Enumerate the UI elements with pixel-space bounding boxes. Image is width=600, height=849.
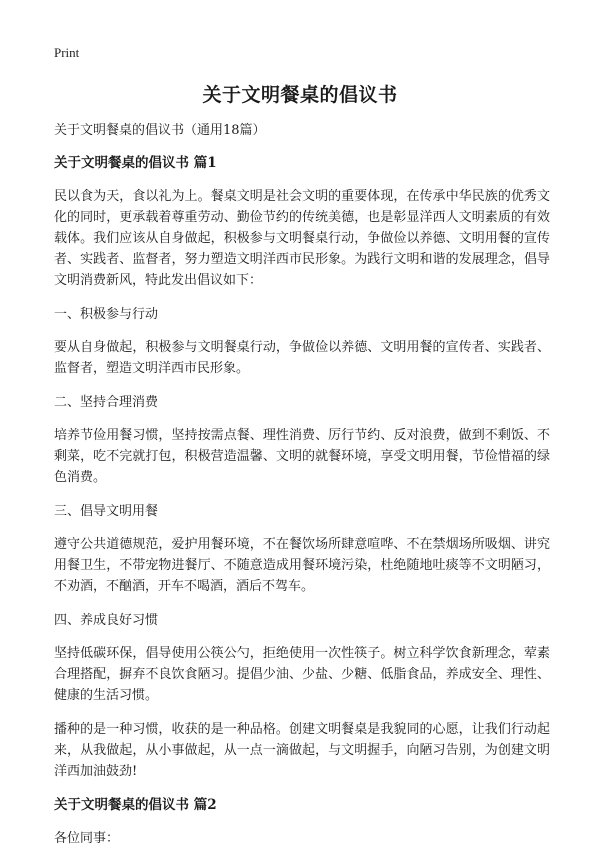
paragraph-dining: 遵守公共道德规范，爱护用餐环境，不在餐饮场所肆意喧哗、不在禁烟场所吸烟、讲究用餐卫生，不带宠物进餐厅、不随意造成用餐环境污染，杜绝随地吐痰等不文明陋习，不劝酒，不酗酒，开车不喝酒，酒后不驾车。	[54, 537, 550, 594]
closing-paragraph: 播种的是一种习惯，收获的是一种品格。创建文明餐桌是我貌同的心愿，让我们行动起来，从我做起，从小事做起，从一点一滴做起，与文明握手，向陋习告别，为创建文明洋西加油鼓劲!	[54, 722, 550, 779]
intro-paragraph: 民以食为天，食以礼为上。餐桌文明是社会文明的重要体现，在传承中华民族的优秀文化的同时，更承载着尊重劳动、勤俭节约的传统美德，也是彰显洋西人文明素质的有效载体。我们应该从自身做起，积极参与文明餐桌行动，争做俭以养德、文明用餐的宣传者、实践者、监督者，努力塑造文明洋西市民形象。为践行文明和谐的发展理念，倡导文明消费新风，特此发出倡议如下：	[54, 189, 550, 288]
print-link[interactable]: Print	[54, 45, 80, 60]
heading-participate: 一、积极参与行动	[54, 307, 159, 322]
section-title-1: 关于文明餐桌的倡议书 篇1	[54, 155, 217, 171]
paragraph-participate: 要从自身做起，积极参与文明餐桌行动，争做俭以养德、文明用餐的宣传者、实践者、监督者，塑造文明洋西市民形象。	[54, 340, 550, 376]
greeting: 各位同事：	[54, 831, 120, 846]
document-body	[54, 120, 550, 849]
paragraph-consumption: 培养节俭用餐习惯，坚持按需点餐、理性消费、厉行节约、反对浪费，做到不剩饭、不剩菜，吃不完就打包，积极营造温馨、文明的就餐环境，享受文明用餐，节俭惜福的绿色消费。	[54, 428, 550, 485]
heading-habits: 四、养成良好习惯	[54, 613, 159, 628]
heading-consumption: 二、坚持合理消费	[54, 395, 159, 410]
paragraph-habits: 坚持低碳环保，倡导使用公筷公勺，拒绝使用一次性筷子。树立科学饮食新理念，荤素合理搭配，摒弃不良饮食陋习。提倡少油、少盐、少糖、低脂食品，养成安全、理性、健康的生活习惯。	[54, 646, 550, 703]
page-title: 关于文明餐桌的倡议书	[202, 84, 398, 106]
section-title-2: 关于文明餐桌的倡议书 篇2	[54, 797, 217, 813]
document-subtitle: 关于文明餐桌的倡议书（通用18篇）	[54, 123, 266, 138]
heading-dining: 三、倡导文明用餐	[54, 504, 159, 519]
